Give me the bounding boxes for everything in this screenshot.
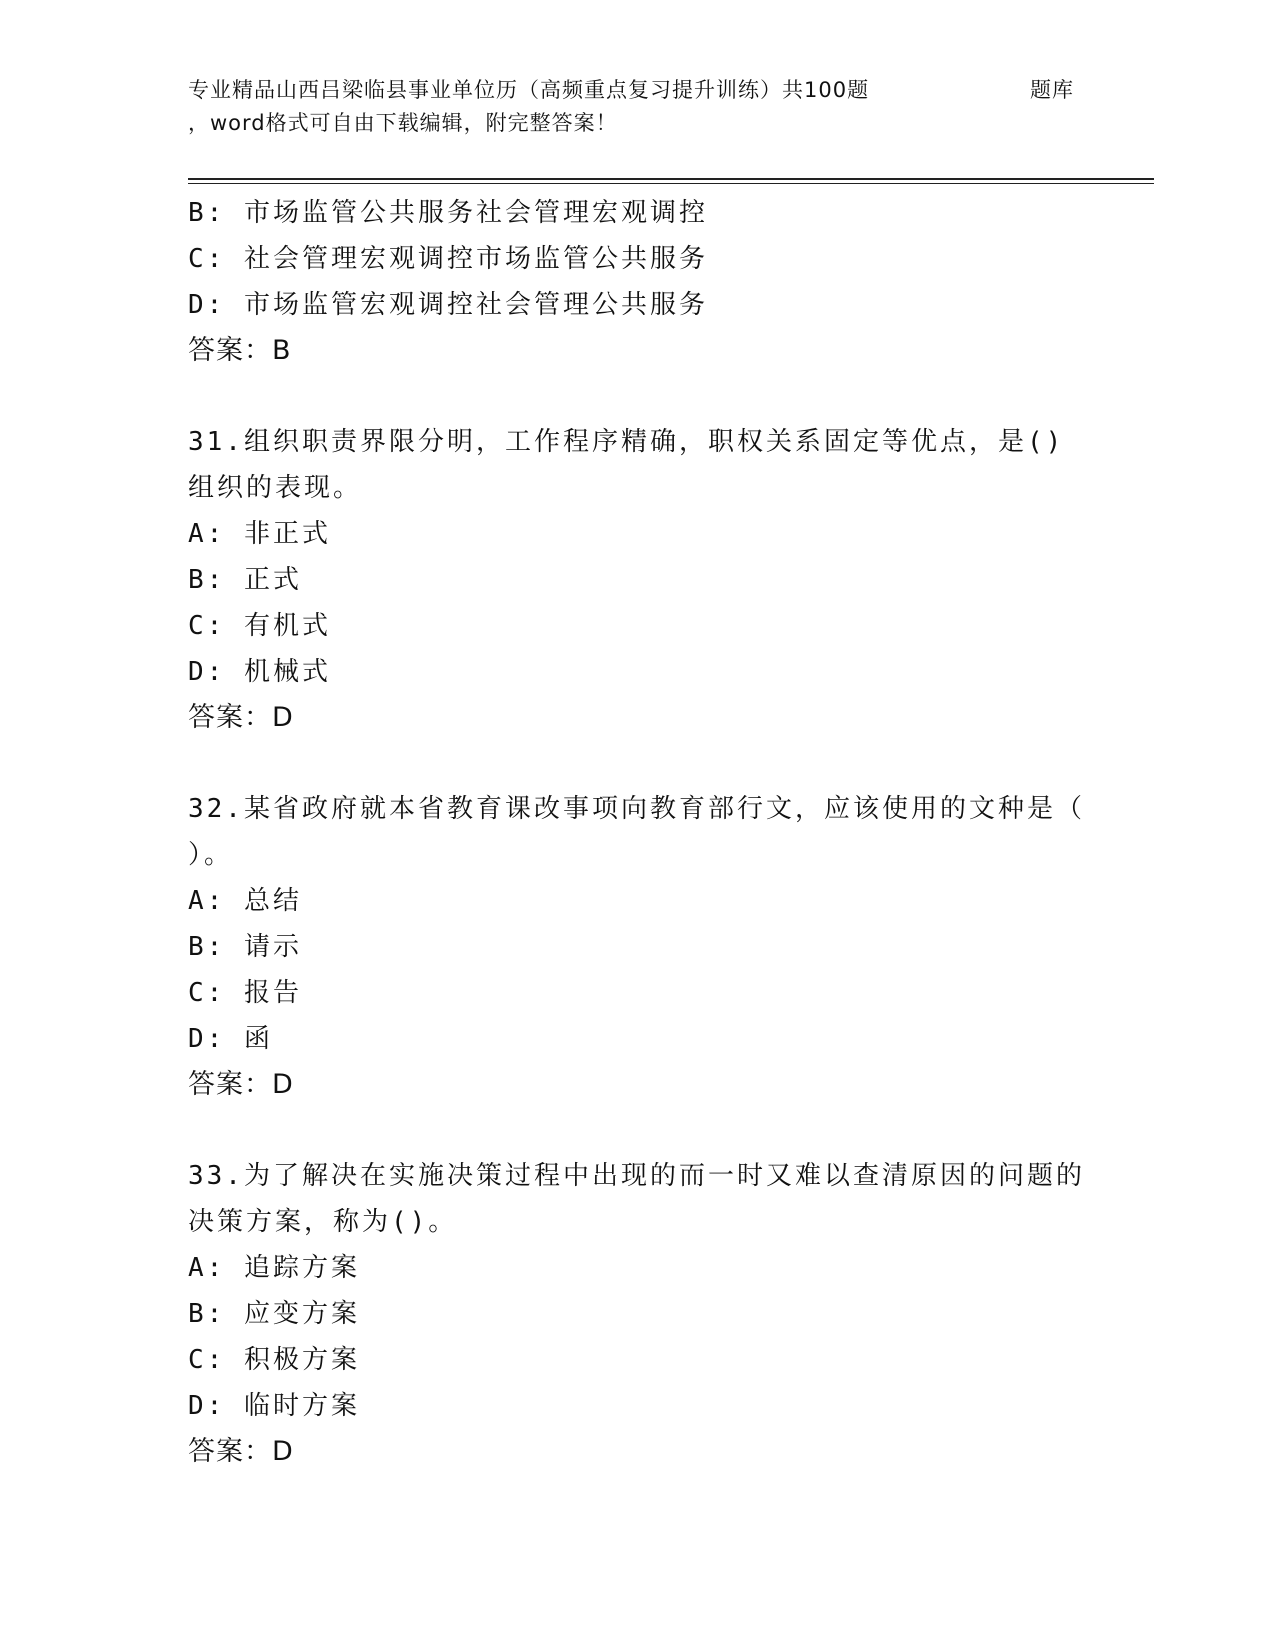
option-d: D: 市场监管宏观调控社会管理公共服务 — [188, 290, 708, 320]
option-a: A: 总结 — [188, 886, 302, 916]
question-body — [188, 190, 1088, 1475]
option-b: B: 请示 — [188, 932, 302, 962]
option-b: B: 市场监管公共服务社会管理宏观调控 — [188, 198, 708, 228]
question-stem-cont: 组织的表现。 — [188, 473, 363, 503]
answer-line: 答案：B — [188, 335, 292, 366]
answer-line: 答案：D — [188, 1069, 294, 1100]
header-rule-thin — [188, 183, 1154, 184]
question-block-31 — [188, 419, 1088, 741]
header-title-line2: ，word格式可自由下载编辑，附完整答案！ — [188, 111, 618, 135]
header-title-right: 题库 — [1030, 78, 1074, 102]
answer-line: 答案：D — [188, 702, 294, 733]
option-c: C: 积极方案 — [188, 1345, 360, 1375]
question-stem-cont: 决策方案，称为()。 — [188, 1207, 458, 1237]
option-b: B: 正式 — [188, 565, 302, 595]
option-c: C: 社会管理宏观调控市场监管公共服务 — [188, 244, 708, 274]
question-block-33 — [188, 1153, 1088, 1475]
question-stem: 31.组织职责界限分明，工作程序精确，职权关系固定等优点，是() — [188, 427, 1065, 457]
option-d: D: 机械式 — [188, 657, 331, 687]
page-header — [188, 74, 1088, 140]
question-block-32 — [188, 786, 1088, 1108]
question-stem: 32.某省政府就本省教育课改事项向教育部行文，应该使用的文种是（ — [188, 794, 1085, 824]
answer-line: 答案：D — [188, 1436, 294, 1467]
option-a: A: 追踪方案 — [188, 1253, 360, 1283]
header-rule-thick — [188, 178, 1154, 180]
option-c: C: 有机式 — [188, 611, 331, 641]
question-block-prev — [188, 190, 1088, 374]
option-a: A: 非正式 — [188, 519, 331, 549]
option-b: B: 应变方案 — [188, 1299, 360, 1329]
option-c: C: 报告 — [188, 978, 302, 1008]
question-stem-cont: ）。 — [188, 840, 234, 870]
question-stem: 33.为了解决在实施决策过程中出现的而一时又难以查清原因的问题的 — [188, 1161, 1085, 1191]
option-d: D: 临时方案 — [188, 1391, 360, 1421]
header-title-line1: 专业精品山西吕梁临县事业单位历（高频重点复习提升训练）共100题 — [188, 78, 870, 102]
option-d: D: 函 — [188, 1024, 273, 1054]
